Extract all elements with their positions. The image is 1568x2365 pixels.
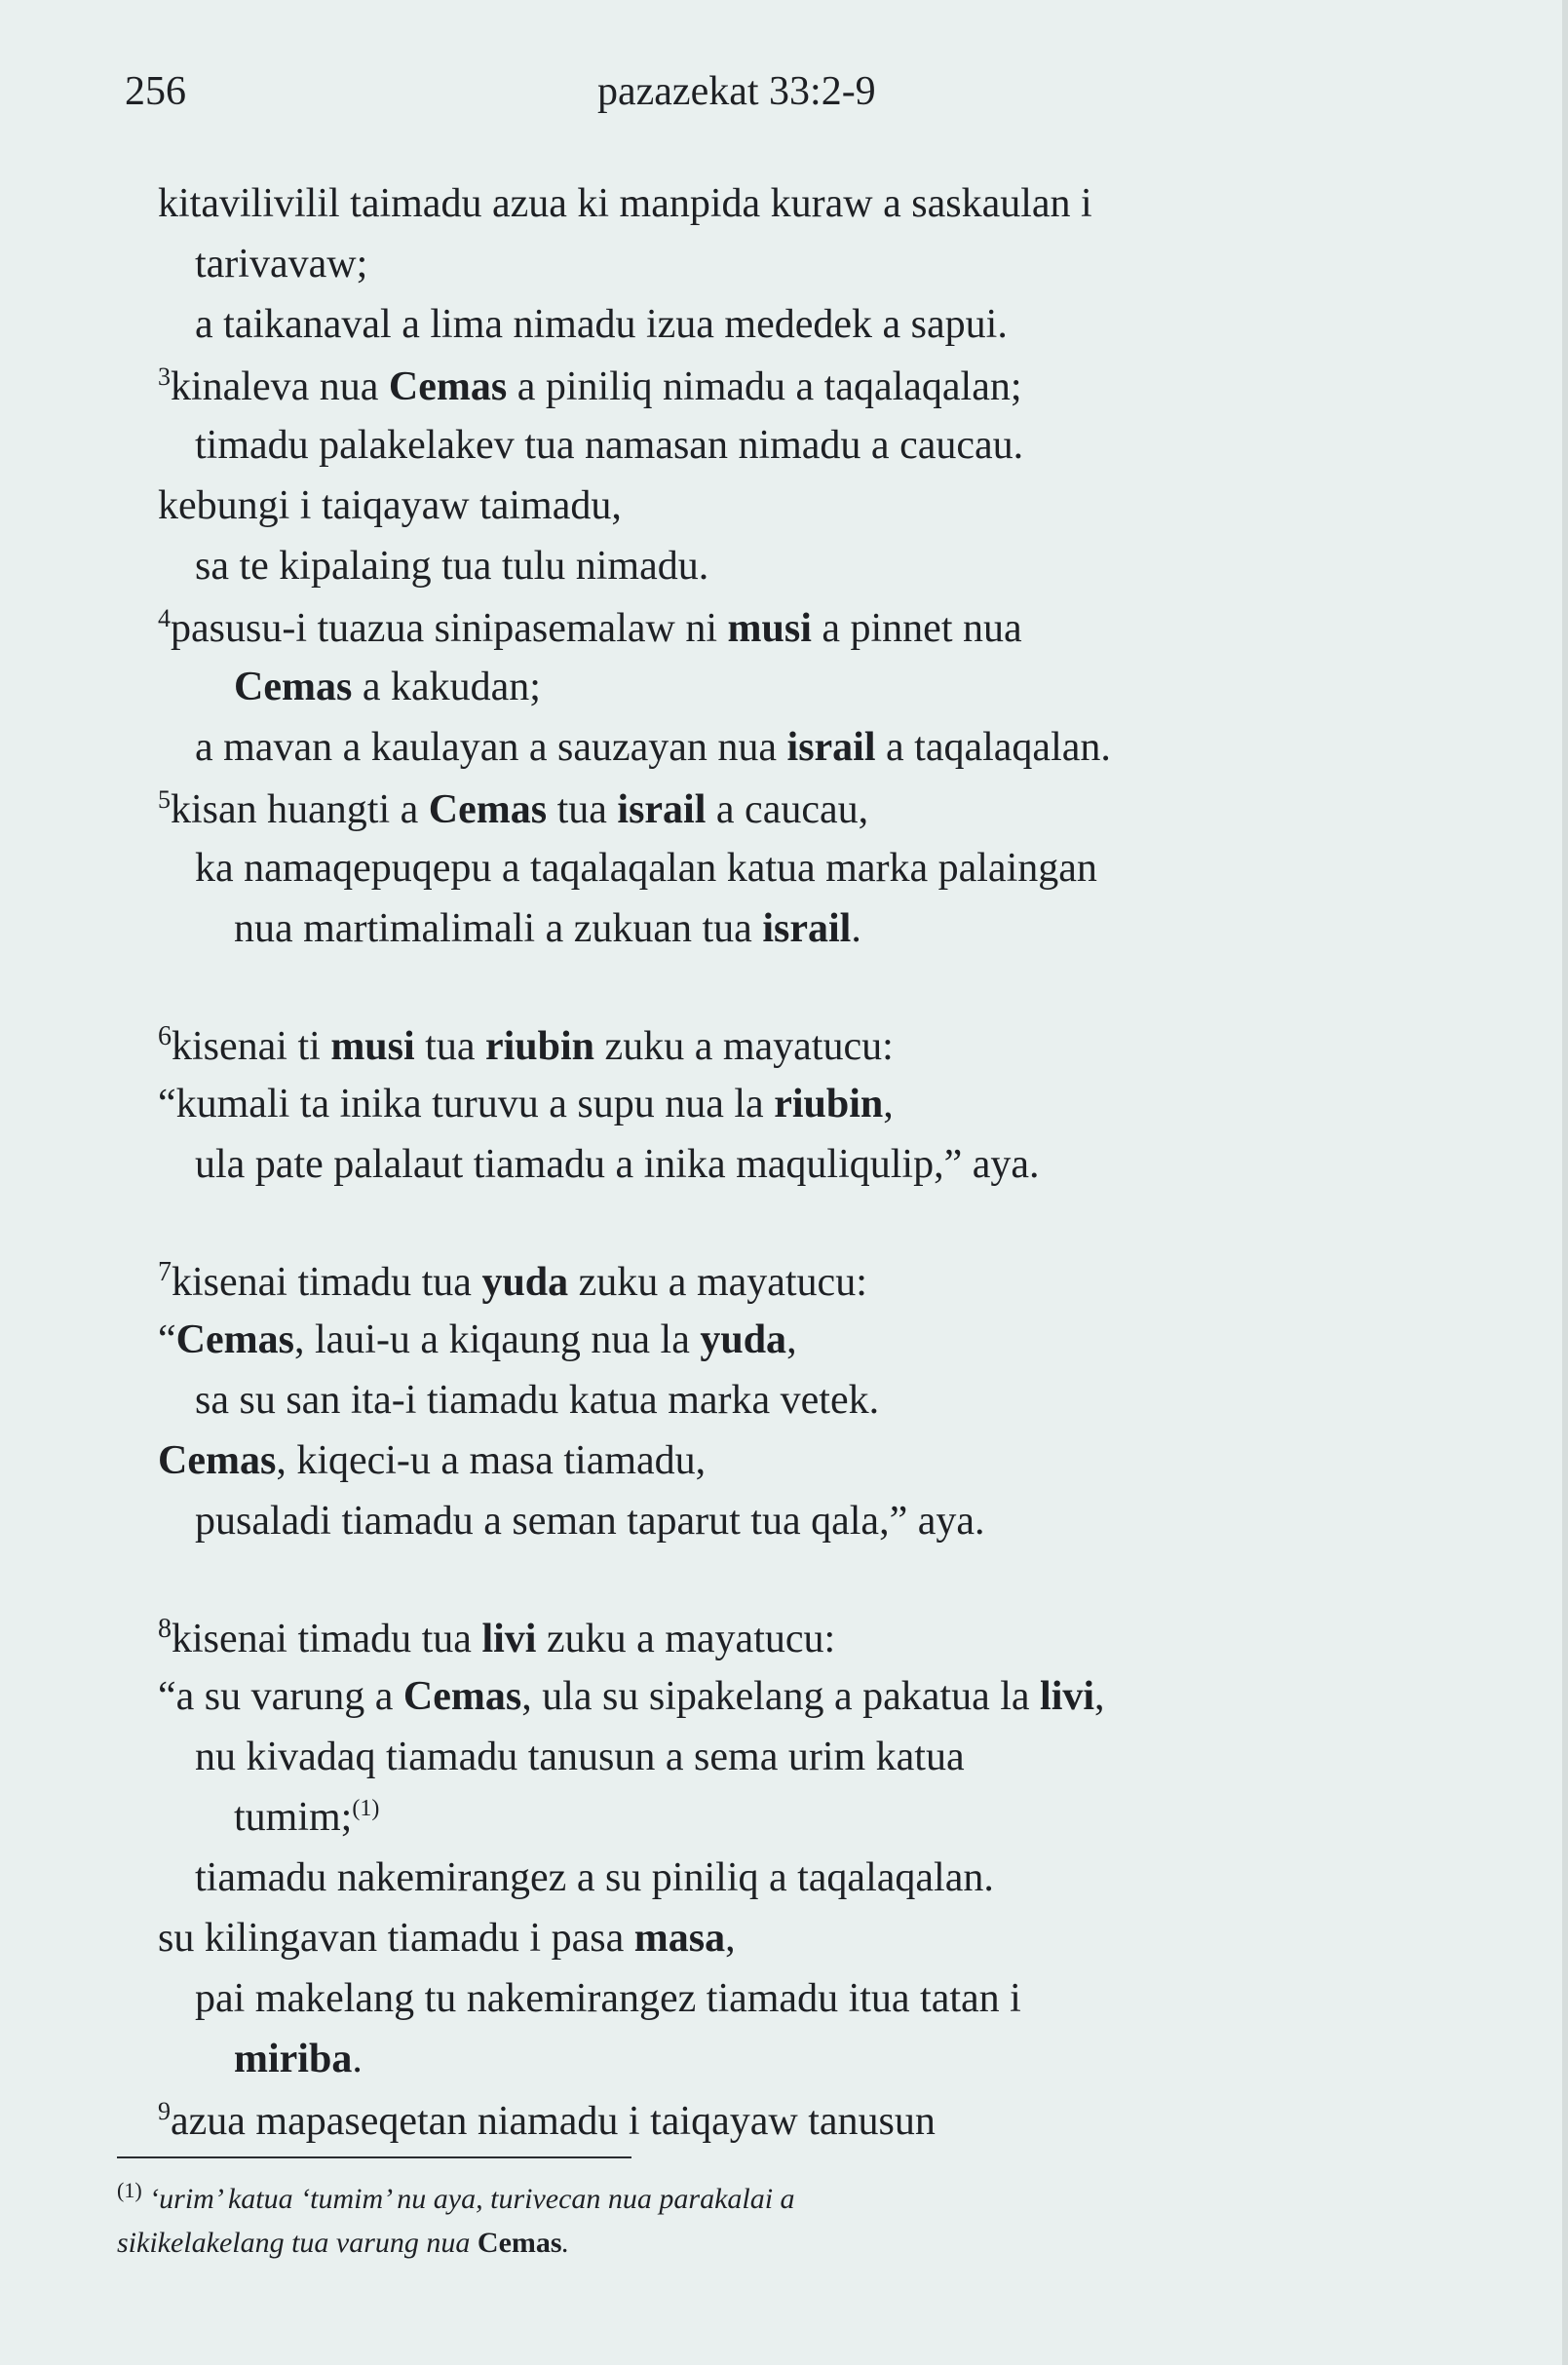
verse-7-intro: $^7$kisenai timadu tua yuda zuku a mayatucu: <box>158 1257 867 1305</box>
page-number: 256 <box>125 69 186 114</box>
verse-number: 6 <box>158 1021 172 1051</box>
verse-3-line: $^3$kinaleva nua Cemas a piniliq nimadu a taqalaqalan; <box>158 362 1022 409</box>
text-line: tiamadu nakemirangez a su piniliq a taqalaqalan. <box>195 1855 994 1900</box>
verse-9-line: $^9$azua mapaseqetan niamadu i taiqayaw tanusun <box>158 2097 936 2144</box>
text-line: Cemas a kakudan; <box>234 665 541 709</box>
text-line: pai makelang tu nakemirangez tiamadu itua tatan i <box>195 1976 1021 2021</box>
verse-6-intro: $^6$kisenai ti musi tua riubin zuku a mayatucu: <box>158 1021 894 1069</box>
verse-number: 5 <box>158 785 171 814</box>
footnote-mark: (1) <box>117 2178 142 2202</box>
text-line: a mavan a kaulayan a sauzayan nua israil a taqalaqalan. <box>195 725 1111 770</box>
text-line: sa te kipalaing tua tulu nimadu. <box>195 544 709 589</box>
footnote-line: $^{(1)}$ ‘urim’ katua ‘tumim’ nu aya, turivecan nua parakalai a <box>117 2178 795 2215</box>
text-line: kebungi i taiqayaw taimadu, <box>158 483 622 528</box>
text-line: pusaladi tiamadu a seman taparut tua qala,” aya. <box>195 1499 985 1544</box>
verse-5-line: $^5$kisan huangti a Cemas tua israil a caucau, <box>158 785 869 832</box>
text-line: ka namaqepuqepu a taqalaqalan katua marka palaingan <box>195 846 1097 891</box>
page-header <box>125 68 1450 127</box>
footnote-line: sikikelakelang tua varung nua Cemas. <box>117 2227 570 2259</box>
text-line: “Cemas, laui-u a kiqaung nua la yuda, <box>158 1317 797 1362</box>
verse-number: 8 <box>158 1614 172 1644</box>
text-line: su kilingavan tiamadu i pasa masa, <box>158 1916 736 1961</box>
verse-number: 9 <box>158 2097 171 2125</box>
text-line: ula pate palalaut tiamadu a inika maquliqulip,” aya. <box>195 1142 1040 1187</box>
text-line: timadu palakelakev tua namasan nimadu a caucau. <box>195 423 1024 468</box>
page-edge <box>1562 0 1568 2365</box>
text-line: a taikanaval a lima nimadu izua mededek a sapui. <box>195 302 1008 347</box>
text-line: “a su varung a Cemas, ula su sipakelang a pakatua la livi, <box>158 1674 1105 1719</box>
text-line: tumim;$^{(1)}$ <box>234 1795 380 1840</box>
verse-number: 4 <box>158 604 171 632</box>
text-line: Cemas, kiqeci-u a masa tiamadu, <box>158 1438 707 1483</box>
text-line: “kumali ta inika turuvu a supu nua la riubin, <box>158 1082 894 1126</box>
verse-4-line: $^4$pasusu-i tuazua sinipasemalaw ni musi a pinnet nua <box>158 604 1022 651</box>
running-title: pazazekat 33:2-9 <box>597 69 876 114</box>
text-line: nua martimalimali a zukuan tua israil. <box>234 906 861 951</box>
text-line: kitavilivilil taimadu azua ki manpida kuraw a saskaulan i <box>158 181 1092 226</box>
text-line: miriba. <box>234 2037 363 2081</box>
verse-number: 7 <box>158 1257 172 1287</box>
text-line: sa su san ita-i tiamadu katua marka vetek. <box>195 1378 880 1423</box>
footnote-rule <box>117 2156 631 2158</box>
text-line: nu kivadaq tiamadu tanusun a sema urim katua <box>195 1735 965 1779</box>
verse-number: 3 <box>158 362 171 391</box>
text-line: tarivavaw; <box>195 242 368 286</box>
footnote-reference[interactable]: (1) <box>352 1796 380 1821</box>
verse-8-intro: $^8$kisenai timadu tua livi zuku a mayatucu: <box>158 1614 836 1661</box>
